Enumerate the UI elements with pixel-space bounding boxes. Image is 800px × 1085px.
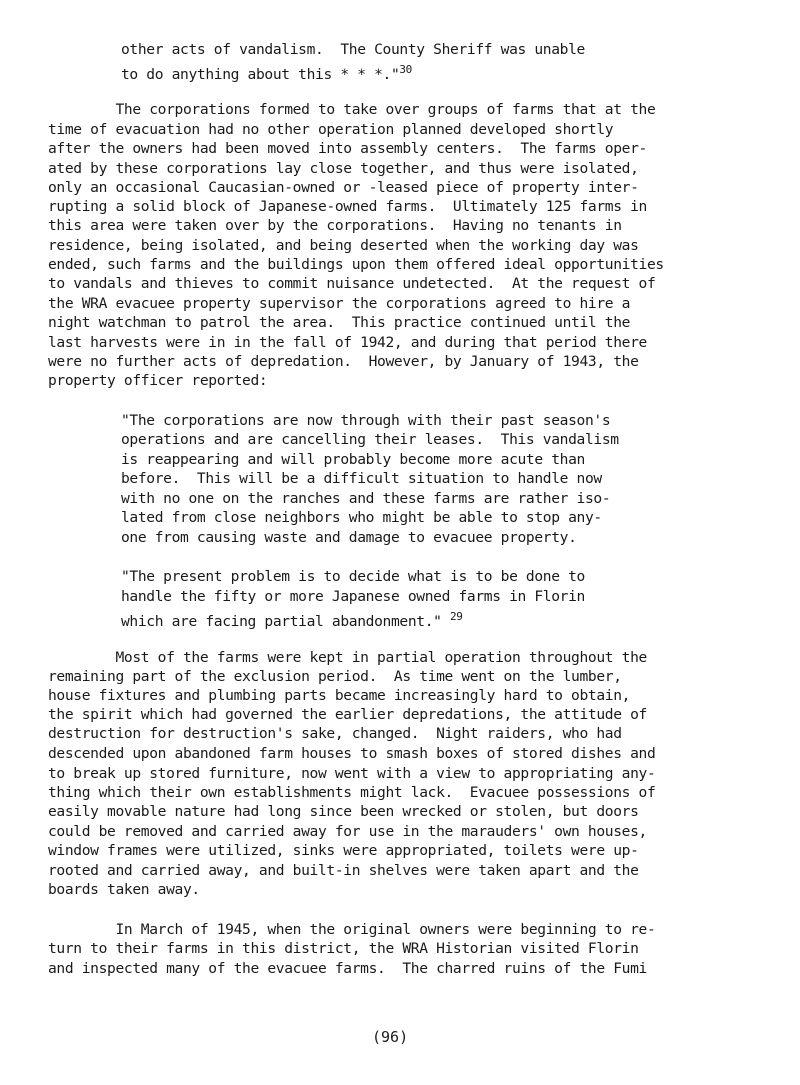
paragraph-2-line: to break up stored furniture, now went with a view to appropriating any- bbox=[48, 765, 656, 782]
paragraph-1-line: were no further acts of depredation. However, by January of 1943, the bbox=[48, 353, 639, 370]
block-quote-1-line: operations and are cancelling their leases. This vandalism bbox=[121, 431, 619, 448]
block-quote-1-line: lated from close neighbors who might be able to stop any- bbox=[121, 509, 602, 526]
block-quote-1-line: is reappearing and will probably become more acute than bbox=[121, 451, 585, 468]
intro-quote-line-2: to do anything about this * * *."$^{30}$ bbox=[121, 63, 412, 83]
page-number: (96) bbox=[372, 1028, 409, 1046]
paragraph-3-line: turn to their farms in this district, the WRA Historian visited Florin bbox=[48, 940, 639, 957]
footnote-marker-30: 30 bbox=[399, 63, 412, 76]
paragraph-2-line: Most of the farms were kept in partial operation throughout the bbox=[48, 649, 647, 666]
paragraph-3-line: In March of 1945, when the original owners were beginning to re- bbox=[48, 921, 656, 938]
paragraph-2-line: window frames were utilized, sinks were appropriated, toilets were up- bbox=[48, 842, 639, 859]
paragraph-1-line: night watchman to patrol the area. This practice continued until the bbox=[48, 314, 631, 331]
footnote-marker-29: 29 bbox=[450, 610, 463, 623]
intro-quote-line-1: other acts of vandalism. The County Sheriff was unable bbox=[121, 41, 585, 58]
paragraph-2-line: destruction for destruction's sake, changed. Night raiders, who had bbox=[48, 725, 622, 742]
block-quote-2-line: which are facing partial abandonment." $^{29}$ bbox=[121, 610, 463, 630]
paragraph-2-line: rooted and carried away, and built-in shelves were taken apart and the bbox=[48, 862, 639, 879]
paragraph-1-line: time of evacuation had no other operation planned developed shortly bbox=[48, 121, 614, 138]
paragraph-2-line: remaining part of the exclusion period. As time went on the lumber, bbox=[48, 668, 622, 685]
paragraph-2-line: boards taken away. bbox=[48, 881, 200, 898]
paragraph-1-line: only an occasional Caucasian-owned or -leased piece of property inter- bbox=[48, 179, 639, 196]
paragraph-1-line: after the owners had been moved into assembly centers. The farms oper- bbox=[48, 140, 647, 157]
block-quote-1-line: "The corporations are now through with their past season's bbox=[121, 412, 611, 429]
paragraph-1-line: property officer reported: bbox=[48, 372, 268, 389]
paragraph-1-line: last harvests were in in the fall of 1942, and during that period there bbox=[48, 334, 647, 351]
paragraph-1-line: rupting a solid block of Japanese-owned farms. Ultimately 125 farms in bbox=[48, 198, 647, 215]
paragraph-2-line: could be removed and carried away for use in the marauders' own houses, bbox=[48, 823, 647, 840]
paragraph-1-line: The corporations formed to take over groups of farms that at the bbox=[48, 101, 656, 118]
paragraph-1-line: residence, being isolated, and being deserted when the working day was bbox=[48, 237, 639, 254]
block-quote-1-line: before. This will be a difficult situation to handle now bbox=[121, 470, 602, 487]
paragraph-3-line: and inspected many of the evacuee farms. The charred ruins of the Fumi bbox=[48, 960, 647, 977]
paragraph-1-line: ated by these corporations lay close together, and thus were isolated, bbox=[48, 160, 639, 177]
paragraph-1-line: this area were taken over by the corporations. Having no tenants in bbox=[48, 217, 622, 234]
paragraph-1-line: to vandals and thieves to commit nuisance undetected. At the request of bbox=[48, 275, 656, 292]
paragraph-2-line: easily movable nature had long since been wrecked or stolen, but doors bbox=[48, 803, 639, 820]
paragraph-2-line: thing which their own establishments might lack. Evacuee possessions of bbox=[48, 784, 656, 801]
paragraph-1-line: ended, such farms and the buildings upon them offered ideal opportunities bbox=[48, 256, 664, 273]
paragraph-2-line: descended upon abandoned farm houses to smash boxes of stored dishes and bbox=[48, 745, 656, 762]
block-quote-2-line: "The present problem is to decide what is to be done to bbox=[121, 568, 585, 585]
paragraph-1-line: the WRA evacuee property supervisor the corporations agreed to hire a bbox=[48, 295, 631, 312]
paragraph-2-line: the spirit which had governed the earlier depredations, the attitude of bbox=[48, 706, 647, 723]
block-quote-1-line: with no one on the ranches and these farms are rather iso- bbox=[121, 490, 611, 507]
block-quote-2-line: handle the fifty or more Japanese owned farms in Florin bbox=[121, 588, 585, 605]
block-quote-1-line: one from causing waste and damage to evacuee property. bbox=[121, 529, 577, 546]
paragraph-2-line: house fixtures and plumbing parts became increasingly hard to obtain, bbox=[48, 687, 631, 704]
